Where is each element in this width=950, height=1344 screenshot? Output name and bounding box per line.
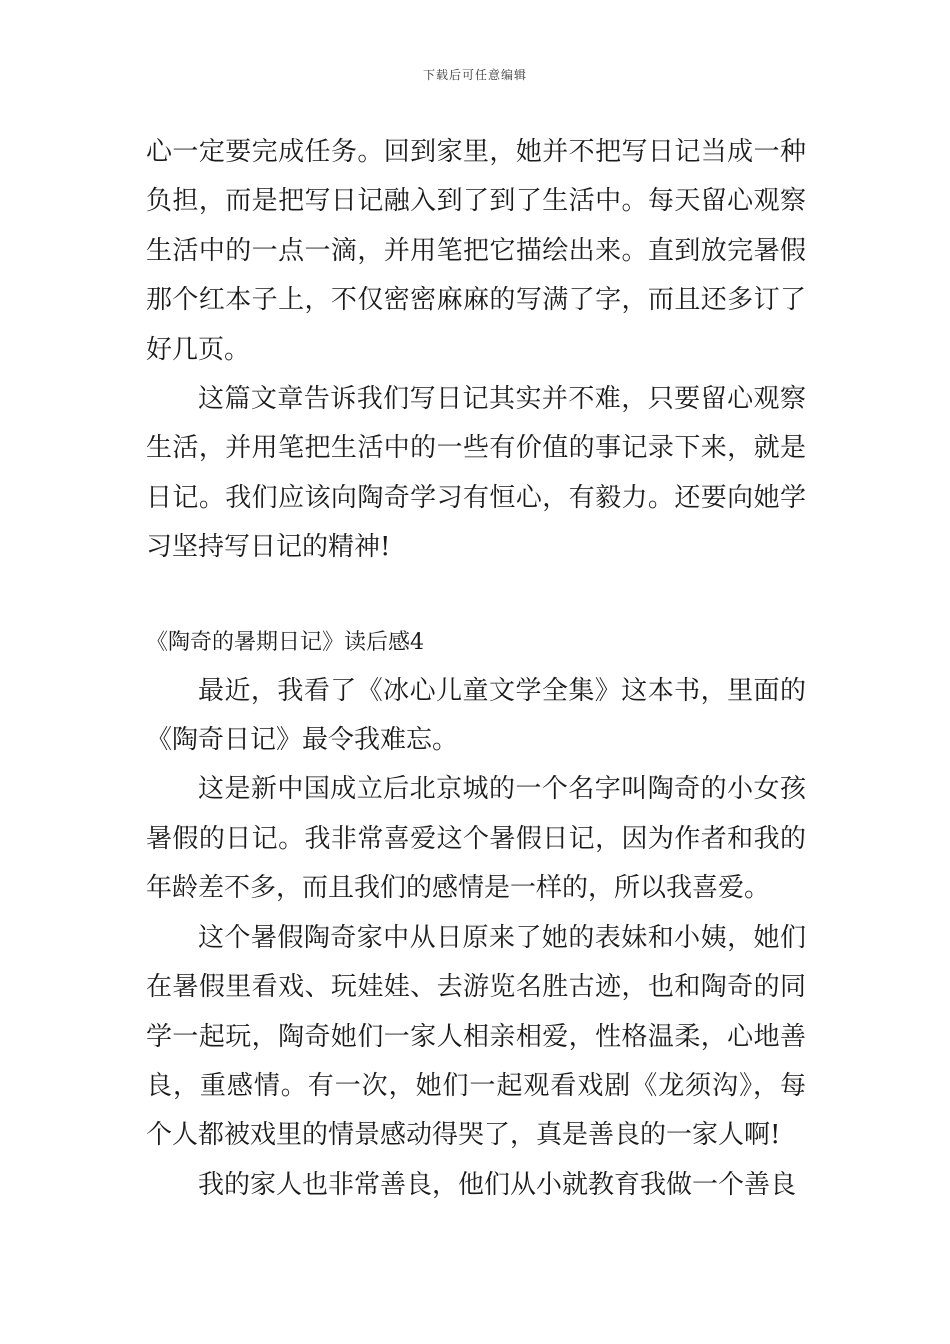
section-heading: 《陶奇的暑期日记》读后感4 bbox=[146, 629, 424, 655]
page-header-note: 下载后可任意编辑 bbox=[422, 68, 527, 82]
paragraph: 最近，我看了《冰心儿童文学全集》这本书，里面的《陶奇日记》最令我难忘。 bbox=[146, 675, 806, 756]
paragraph: 这是新中国成立后北京城的一个名字叫陶奇的小女孩暑假的日记。我非常喜爱这个暑假日记，因为作者和我的年龄差不多，而且我们的感情是一样的，所以我喜爱。 bbox=[146, 774, 806, 904]
paragraph: 我的家人也非常善良，他们从小就教育我做一个善良 bbox=[198, 1169, 797, 1200]
paragraph-summary: 这篇文章告诉我们写日记其实并不难，只要留心观察生活，并用笔把生活中的一些有价值的事记录下来，就是日记。我们应该向陶奇学习有恒心，有毅力。还要向她学习坚持写日记的精神! bbox=[146, 384, 806, 563]
paragraph: 这个暑假陶奇家中从日原来了她的表妹和小姨，她们在暑假里看戏、玩娃娃、去游览名胜古迹，也和陶奇的同学一起玩，陶奇她们一家人相亲相爱，性格温柔，心地善良，重感情。有一次，她们一起观看戏剧《龙须沟》，每个人都被戏里的情景感动得哭了，真是善良的一家人啊! bbox=[146, 922, 806, 1151]
paragraph-continued: 心一定要完成任务。回到家里，她并不把写日记当成一种负担，而是把写日记融入到了到了生活中。每天留心观察生活中的一点一滴，并用笔把它描绘出来。直到放完暑假那个红本子上，不仅密密麻麻的写满了字，而且还多订了好几页。 bbox=[146, 137, 806, 365]
document-body bbox=[146, 128, 806, 1210]
